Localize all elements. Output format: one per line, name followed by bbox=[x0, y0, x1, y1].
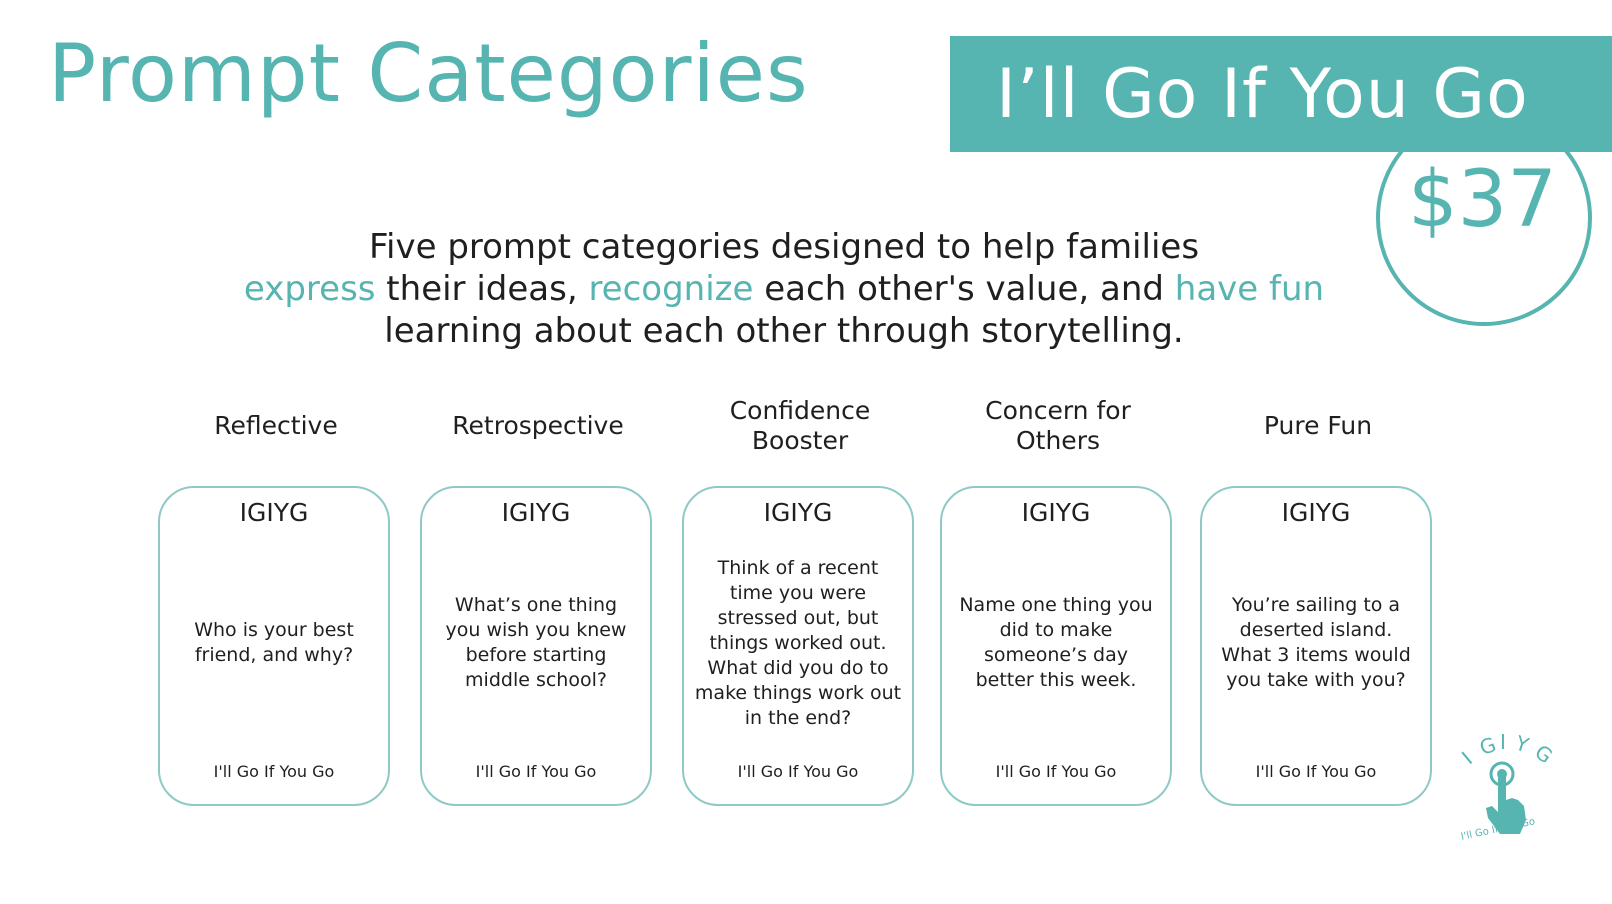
category-label-reflective bbox=[160, 396, 392, 456]
card-brand: IGIYG bbox=[1281, 498, 1351, 527]
page-title: Prompt Categories bbox=[48, 27, 809, 120]
card-prompt-text: You’re sailing to a deserted island. What 3 items would you take with you? bbox=[1221, 594, 1411, 691]
intro-line-2 bbox=[0, 268, 1568, 310]
title-banner bbox=[950, 36, 1612, 152]
intro-text bbox=[0, 226, 1568, 352]
card-prompt bbox=[174, 538, 374, 748]
card-prompt-text: Name one thing you did to make someone’s day better this week. bbox=[959, 594, 1153, 691]
banner-title: I’ll Go If You Go bbox=[996, 54, 1529, 134]
logo-letter: I bbox=[1456, 746, 1477, 770]
category-label-retrospective bbox=[422, 396, 654, 456]
card-brand: IGIYG bbox=[239, 498, 309, 527]
category-label-concern-for-others bbox=[942, 396, 1174, 456]
logo-letter: Y bbox=[1512, 730, 1532, 758]
prompt-card-concern-for-others bbox=[940, 486, 1172, 806]
category-label-pure-fun bbox=[1202, 396, 1434, 456]
intro-text-segment: their ideas, bbox=[375, 269, 589, 309]
prompt-card-confidence-booster bbox=[682, 486, 914, 806]
intro-line-3: learning about each other through storytelling. bbox=[384, 311, 1184, 351]
card-prompt bbox=[436, 538, 636, 748]
card-footer: I'll Go If You Go bbox=[213, 762, 335, 781]
card-prompt bbox=[694, 538, 902, 748]
logo-letter: G bbox=[1530, 739, 1558, 769]
price-tag: $37 bbox=[1408, 155, 1557, 245]
card-prompt bbox=[1216, 538, 1416, 748]
intro-highlight-recognize: recognize bbox=[588, 269, 754, 309]
card-footer: I'll Go If You Go bbox=[475, 762, 597, 781]
card-footer: I'll Go If You Go bbox=[995, 762, 1117, 781]
prompt-card-reflective bbox=[158, 486, 390, 806]
card-footer: I'll Go If You Go bbox=[737, 762, 859, 781]
intro-highlight-express: express bbox=[243, 269, 376, 309]
category-label-text: Confidence Booster bbox=[729, 396, 871, 455]
category-label-text: Concern for Others bbox=[985, 396, 1131, 455]
category-label-text: Retrospective bbox=[452, 411, 624, 440]
card-prompt bbox=[956, 538, 1156, 748]
prompt-card-pure-fun bbox=[1200, 486, 1432, 806]
card-footer: I'll Go If You Go bbox=[1255, 762, 1377, 781]
card-brand: IGIYG bbox=[763, 498, 833, 527]
logo-tagline: I'll Go If You Go bbox=[1460, 816, 1537, 843]
intro-text-segment: each other's value, and bbox=[753, 269, 1175, 309]
logo-letter: G bbox=[1476, 732, 1500, 760]
intro-line-1: Five prompt categories designed to help families bbox=[368, 227, 1200, 267]
intro-highlight-have-fun: have fun bbox=[1174, 269, 1325, 309]
prompt-card-retrospective bbox=[420, 486, 652, 806]
card-prompt-text: What’s one thing you wish you knew before starting middle school? bbox=[445, 594, 627, 691]
card-brand: IGIYG bbox=[501, 498, 571, 527]
category-label-text: Pure Fun bbox=[1263, 411, 1373, 440]
igiyg-logo bbox=[1446, 726, 1570, 876]
category-label-text: Reflective bbox=[214, 411, 338, 440]
category-label-confidence-booster bbox=[684, 396, 916, 456]
logo-letter: I bbox=[1500, 730, 1506, 754]
card-prompt-text: Think of a recent time you were stressed out, but things worked out. What did you do to make things work out in the end? bbox=[694, 556, 902, 729]
card-prompt-text: Who is your best friend, and why? bbox=[194, 619, 354, 666]
card-brand: IGIYG bbox=[1021, 498, 1091, 527]
